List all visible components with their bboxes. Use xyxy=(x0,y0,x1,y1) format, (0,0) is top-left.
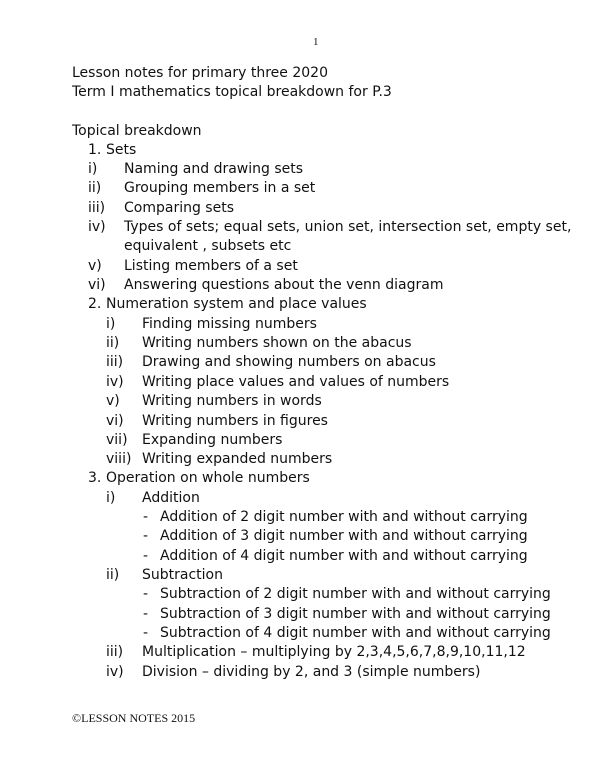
list-item-number: i) xyxy=(88,161,98,177)
topic-1-number: 1. xyxy=(88,142,102,158)
list-item: Writing numbers shown on the abacus xyxy=(142,335,412,351)
bullet-dash: - xyxy=(143,625,149,641)
topic-3-number: 3. xyxy=(88,470,102,486)
list-item-number: ii) xyxy=(88,180,102,196)
list-item-number: ii) xyxy=(106,567,120,583)
footer-copyright: ©LESSON NOTES 2015 xyxy=(72,711,196,725)
list-item: Writing numbers in figures xyxy=(142,413,328,429)
list-item: Writing place values and values of numbers xyxy=(142,374,450,390)
header-line-1: Lesson notes for primary three 2020 xyxy=(72,65,328,81)
bullet-dash: - xyxy=(143,509,149,525)
list-item: Multiplication – multiplying by 2,3,4,5,6,7,8,9,10,11,12 xyxy=(142,644,526,660)
list-item-number: v) xyxy=(106,393,120,409)
topic-3-title: Operation on whole numbers xyxy=(106,470,310,486)
topic-1-title: Sets xyxy=(106,142,137,158)
list-item-number: vii) xyxy=(106,432,128,448)
list-item-number: v) xyxy=(88,258,102,274)
list-item-number: iv) xyxy=(88,219,106,235)
list-item: Grouping members in a set xyxy=(124,180,316,196)
page-number: 1 xyxy=(313,36,319,48)
list-item: Division – dividing by 2, and 3 (simple numbers) xyxy=(142,664,481,680)
list-item: Drawing and showing numbers on abacus xyxy=(142,354,436,370)
list-item: Answering questions about the venn diagram xyxy=(124,277,444,293)
list-item: Types of sets; equal sets, union set, intersection set, empty set, xyxy=(124,219,572,235)
list-item-number: viii) xyxy=(106,451,132,467)
bullet-dash: - xyxy=(143,606,149,622)
list-item-number: vi) xyxy=(88,277,106,293)
list-item: Subtraction xyxy=(142,567,223,583)
list-item-number: ii) xyxy=(106,335,120,351)
list-item: Listing members of a set xyxy=(124,258,298,274)
list-item: Addition xyxy=(142,490,200,506)
list-item-continuation: equivalent , subsets etc xyxy=(124,238,292,254)
sub-item: Addition of 3 digit number with and without carrying xyxy=(160,528,528,544)
sub-item: Subtraction of 2 digit number with and without carrying xyxy=(160,586,551,602)
list-item-number: iii) xyxy=(88,200,106,216)
bullet-dash: - xyxy=(143,586,149,602)
list-item-number: iii) xyxy=(106,354,124,370)
topic-2-number: 2. xyxy=(88,296,102,312)
list-item: Comparing sets xyxy=(124,200,234,216)
sub-item: Addition of 2 digit number with and without carrying xyxy=(160,509,528,525)
list-item: Writing expanded numbers xyxy=(142,451,333,467)
list-item-number: iv) xyxy=(106,664,124,680)
list-item-number: iv) xyxy=(106,374,124,390)
sub-item: Subtraction of 3 digit number with and without carrying xyxy=(160,606,551,622)
list-item-number: vi) xyxy=(106,413,124,429)
sub-item: Subtraction of 4 digit number with and without carrying xyxy=(160,625,551,641)
section-title: Topical breakdown xyxy=(72,123,202,139)
list-item: Finding missing numbers xyxy=(142,316,317,332)
list-item: Naming and drawing sets xyxy=(124,161,304,177)
list-item: Expanding numbers xyxy=(142,432,283,448)
bullet-dash: - xyxy=(143,548,149,564)
list-item-number: i) xyxy=(106,490,116,506)
list-item-number: i) xyxy=(106,316,116,332)
bullet-dash: - xyxy=(143,528,149,544)
sub-item: Addition of 4 digit number with and without carrying xyxy=(160,548,528,564)
list-item-number: iii) xyxy=(106,644,124,660)
header-line-2: Term I mathematics topical breakdown for P.3 xyxy=(72,84,392,100)
topic-2-title: Numeration system and place values xyxy=(106,296,367,312)
list-item: Writing numbers in words xyxy=(142,393,322,409)
